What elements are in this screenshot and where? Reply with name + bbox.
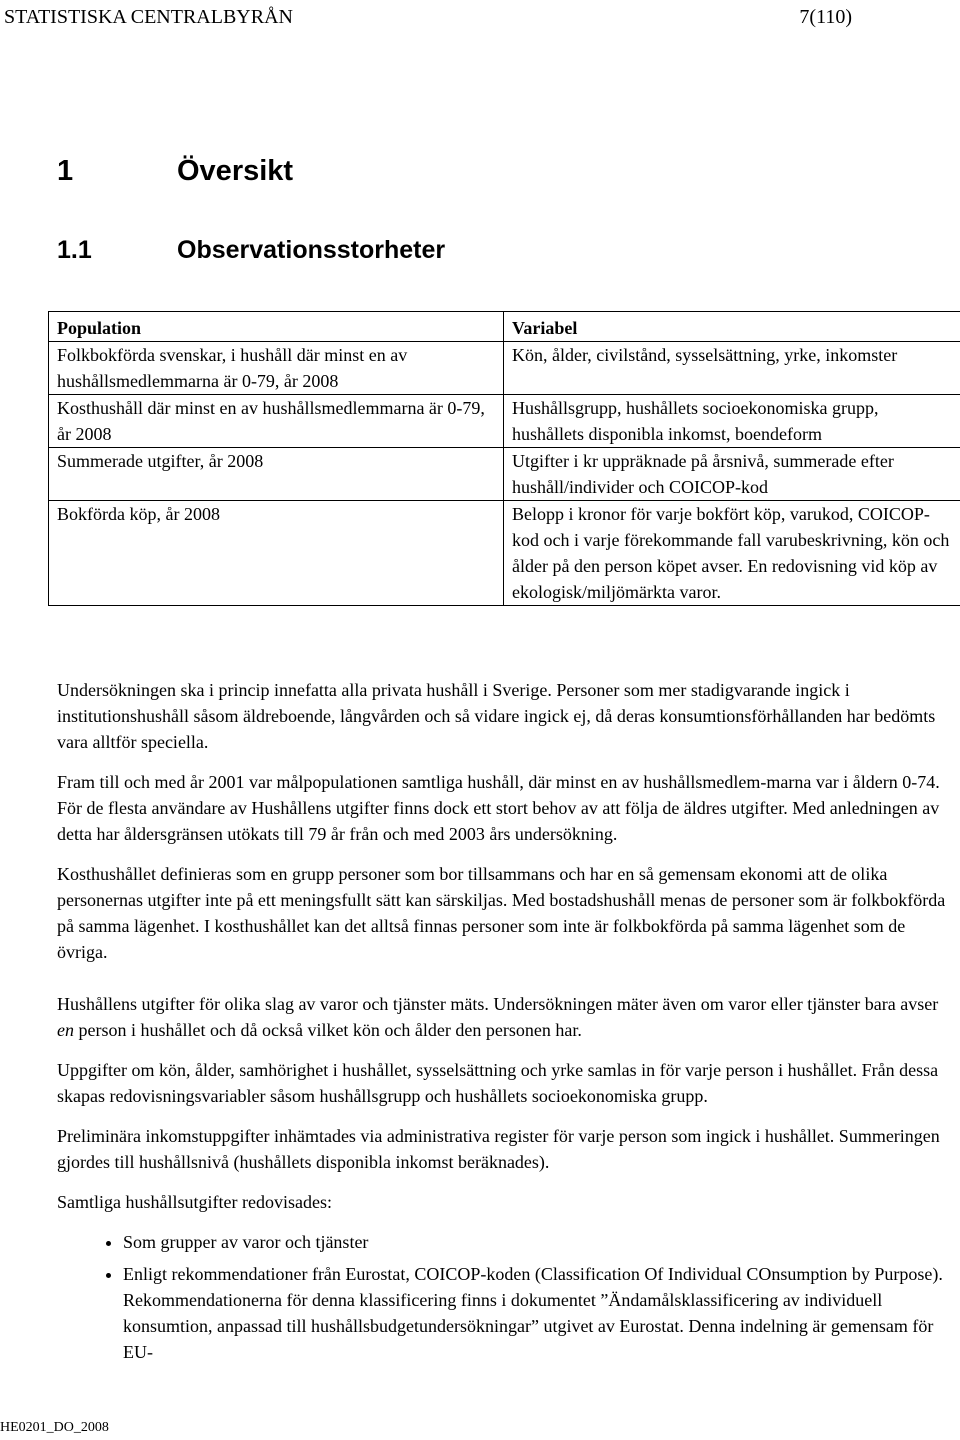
header-page-number: 7(110) [799, 6, 852, 28]
table-row [49, 448, 960, 501]
list-item: • Som grupper av varor och tjänster [123, 1229, 947, 1255]
paragraph-text: person i hushållet och då också vilket kön och ålder den personen har. [74, 1020, 582, 1040]
page-header [4, 3, 852, 31]
body-text [57, 677, 947, 1371]
paragraph: Undersökningen ska i princip innefatta alla privata hushåll i Sverige. Personer som mer stadigvarande ingick i institutionshushåll såsom äldreboende, långvården och så vidare ingick ej, då deras konsumtionsförhållanden har bedömts vara alltför speciella. [57, 680, 936, 752]
section-title: Översikt [177, 155, 294, 187]
emphasis-text: en [57, 1020, 74, 1040]
paragraph [57, 991, 947, 1043]
bullet-list [57, 1229, 947, 1365]
paragraph: Fram till och med år 2001 var målpopulationen samtliga hushåll, där minst en av hushållsmedlem-marna var i åldern 0-74. För de flesta användare av Hushållens utgifter finns dock ett stort behov av att följa de äldres utgifter. Med anledningen av detta har åldersgränsen utökats till 79 år från och med 2003 års undersökning. [57, 772, 940, 844]
table-cell-population: Folkbokförda svenskar, i hushåll där minst en av hushållsmedlemmarna är 0-79, år 2008 [49, 342, 504, 395]
table-row [49, 501, 960, 606]
header-org: STATISTISKA CENTRALBYRÅN [4, 6, 293, 28]
paragraph: Kosthushållet definieras som en grupp personer som bor tillsammans och har en så gemensam ekonomi att de olika personernas utgifter inte på ett meningsfullt sätt kan särskiljas. Med bostadshushåll menas de personer som är folkbokförda på samma lägenhet. I kosthushållet kan det alltså finnas personer som inte är folkbokförda på samma lägenhet som de övriga. [57, 864, 946, 962]
observation-table [48, 311, 960, 606]
subsection-number: 1.1 [57, 236, 92, 264]
table-cell-variable: Belopp i kronor för varje bokfört köp, varukod, COICOP-kod och i varje förekommande fall varubeskrivning, kön och ålder på den person köpet avser. En redovisning vid köp av ekologisk/miljömärkta varor. [504, 501, 960, 606]
table-header-row [49, 312, 960, 342]
table-row [49, 395, 960, 448]
paragraph-text: Hushållens utgifter för olika slag av varor och tjänster mäts. Undersökningen mäter även om varor eller tjänster bara avser [57, 994, 939, 1014]
page-footer: HE0201_DO_2008 [0, 1420, 109, 1435]
table-cell-variable: Hushållsgrupp, hushållets socioekonomiska grupp, hushållets disponibla inkomst, boendeform [504, 395, 960, 448]
paragraph: Preliminära inkomstuppgifter inhämtades via administrativa register för varje person som ingick i hushållet. Summeringen gjordes till hushållsnivå (hushållets disponibla inkomst beräknades). [57, 1126, 940, 1172]
paragraph: Uppgifter om kön, ålder, samhörighet i hushållet, sysselsättning och yrke samlas in för varje person i hushållet. Från dessa skapas redovisningsvariabler såsom hushållsgrupp och hushållets socioekonomiska grupp. [57, 1060, 939, 1106]
table-row [49, 342, 960, 395]
subsection-title: Observationsstorheter [177, 236, 446, 264]
table-cell-population: Bokförda köp, år 2008 [49, 501, 504, 606]
table-header-variable: Variabel [504, 312, 960, 342]
table-cell-variable: Kön, ålder, civilstånd, sysselsättning, yrke, inkomster [504, 342, 960, 395]
section-heading [57, 152, 293, 190]
list-item: • Enligt rekommendationer från Eurostat, COICOP-koden (Classification Of Individual COnsumption by Purpose). Rekommendationerna för denna klassificering finns i dokumentet ”Ändamålsklassificering av individuell konsumtion, anpassad till hushållsbudgetundersökningar” utgivet av Eurostat. Denna indelning är gemensam för EU- [123, 1261, 947, 1365]
table-header-population: Population [49, 312, 504, 342]
section-number: 1 [57, 155, 74, 187]
table-cell-population: Kosthushåll där minst en av hushållsmedlemmarna är 0-79, år 2008 [49, 395, 504, 448]
paragraph: Samtliga hushållsutgifter redovisades: [57, 1192, 332, 1212]
subsection-heading [57, 232, 445, 268]
table-cell-variable: Utgifter i kr uppräknade på årsnivå, summerade efter hushåll/individer och COICOP-kod [504, 448, 960, 501]
table-cell-population: Summerade utgifter, år 2008 [49, 448, 504, 501]
